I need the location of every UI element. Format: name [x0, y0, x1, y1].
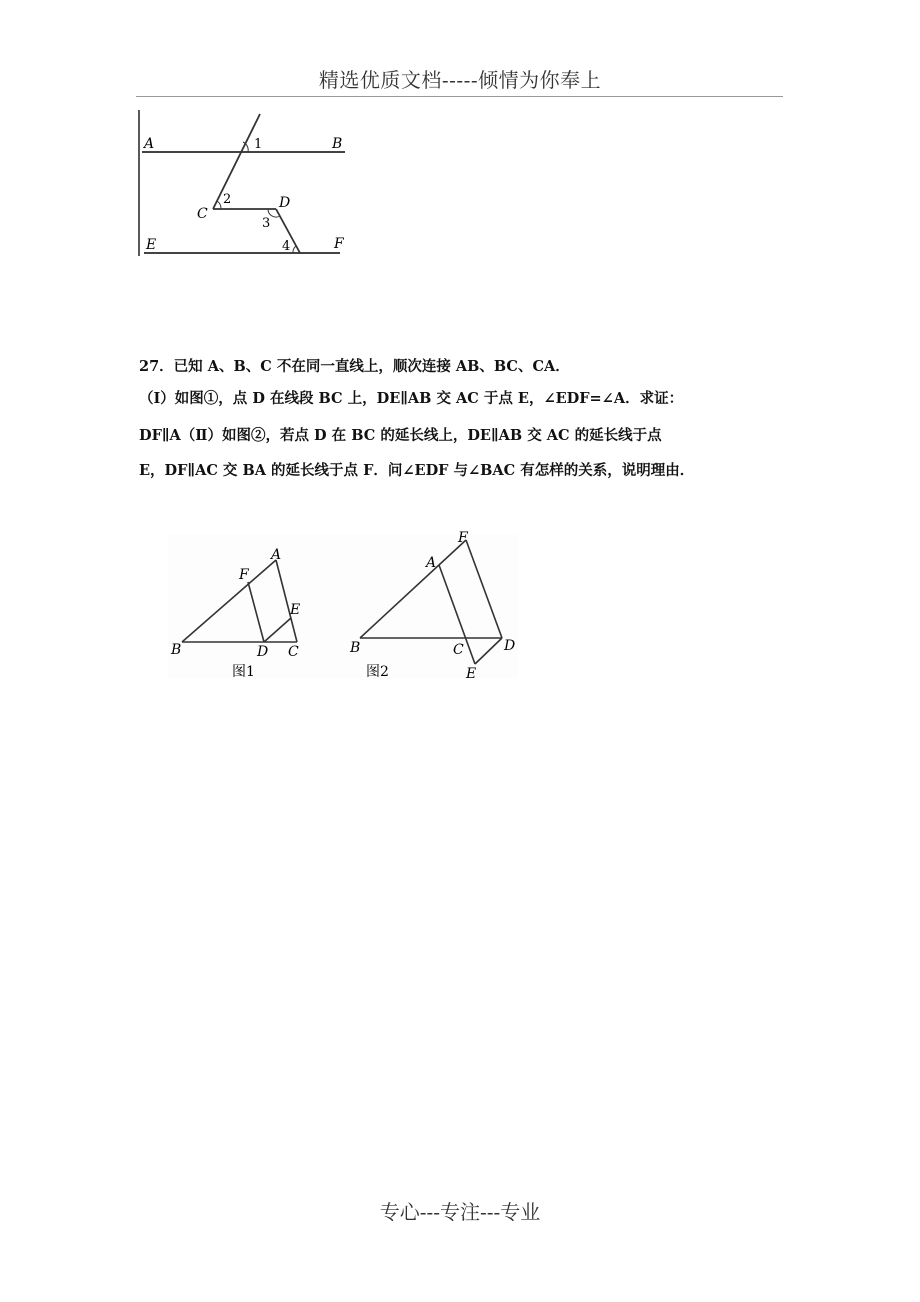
header-divider: [136, 96, 783, 97]
parallel-lines-figure: [130, 104, 360, 260]
fig1-label-e: E: [290, 602, 301, 618]
label-c: C: [197, 206, 208, 222]
label-e: E: [146, 237, 157, 253]
fig2-label-c: C: [453, 642, 464, 658]
fig2-label-a: A: [426, 555, 437, 571]
label-angle-4: 4: [282, 239, 291, 254]
fig2-label-f: F: [458, 530, 468, 546]
fig1-caption: 图1: [232, 664, 255, 680]
angle-2-arc: [217, 201, 221, 209]
fig1-label-d: D: [257, 644, 269, 660]
fig2-label-e: E: [466, 666, 477, 680]
question-line-3: DF∥A（Ⅱ）如图②，若点 D 在 BC 的延长线上，DE∥AB 交 AC 的延长线于点: [139, 427, 662, 444]
label-angle-2: 2: [223, 192, 232, 207]
angle-4-arc: [293, 246, 296, 253]
question-line-2: （Ⅰ）如图①，点 D 在线段 BC 上，DE∥AB 交 AC 于点 E，∠EDF=∠A．求证：: [139, 390, 684, 407]
fig2-caption: 图2: [366, 664, 389, 680]
label-angle-1: 1: [254, 137, 263, 152]
fig1-label-b: B: [171, 642, 182, 658]
transversal-line: [213, 114, 263, 209]
page-header: 精选优质文档-----倾情为你奉上: [318, 68, 602, 92]
fig2-label-b: B: [350, 640, 361, 656]
fig1-label-f: F: [239, 567, 249, 583]
fig1-label-c: C: [288, 644, 299, 660]
fig1-label-a: A: [271, 547, 282, 563]
label-f: F: [334, 236, 344, 252]
question-line-1: 27．已知 A、B、C 不在同一直线上，顺次连接 AB、BC、CA．: [139, 358, 570, 375]
label-b: B: [332, 136, 343, 152]
question-line-4: E，DF∥AC 交 BA 的延长线于点 F．问∠EDF 与∠BAC 有怎样的关系，说明理由．: [139, 462, 695, 479]
label-d: D: [279, 195, 291, 211]
triangle-figures: [168, 530, 520, 680]
figure-background: [168, 534, 518, 678]
page-footer: 专心---专注---专业: [379, 1200, 541, 1224]
label-a: A: [144, 136, 155, 152]
label-angle-3: 3: [262, 216, 271, 231]
fig2-label-d: D: [504, 638, 516, 654]
